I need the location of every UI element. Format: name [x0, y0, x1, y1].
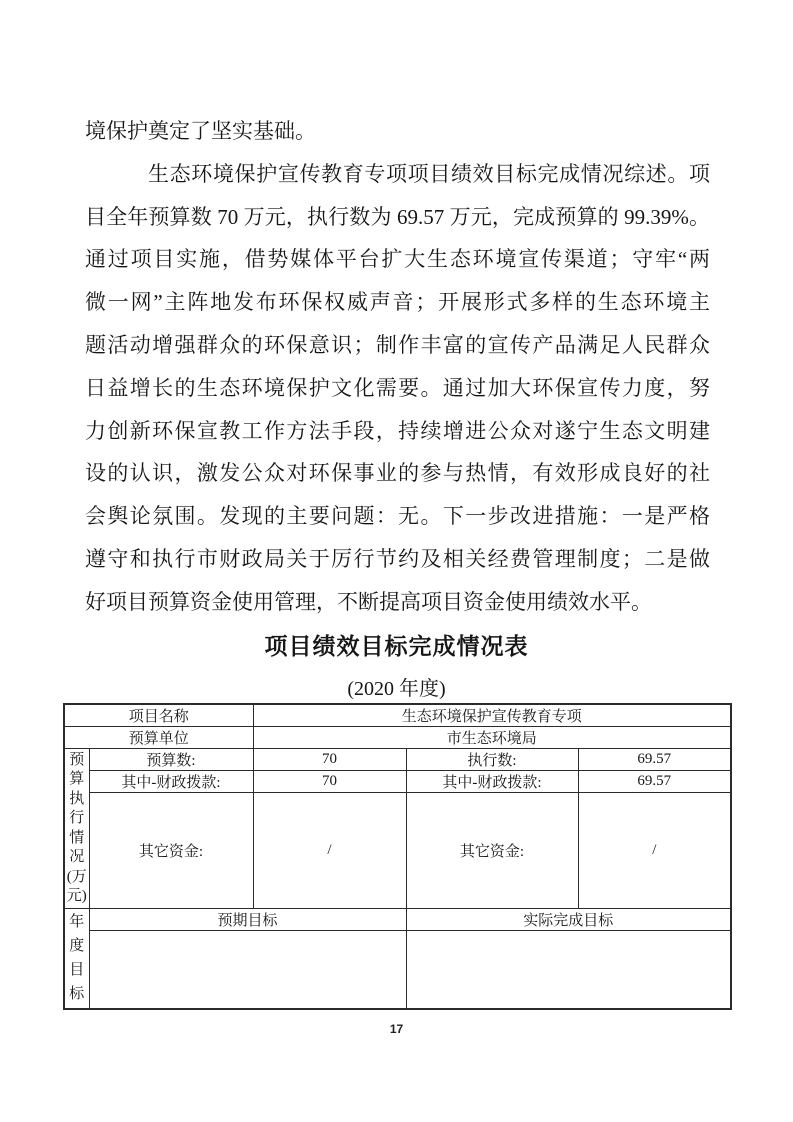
- text-line: 好项目预算资金使用管理，不断提高项目资金使用绩效水平。: [85, 589, 652, 614]
- body-text: [85, 110, 710, 624]
- text-line: 会舆论氛围。发现的主要问题：无。下一步改进措施：一是严格: [85, 504, 710, 529]
- budget-exec-vertical-label: 预 算 执 行 情 况 (万 元): [64, 749, 89, 909]
- project-name-label: 项目名称: [64, 704, 253, 727]
- actual-goal-value: [406, 931, 731, 1009]
- table-row-fiscal: [64, 771, 731, 793]
- table-row-goal-headers: [64, 909, 731, 931]
- text-line: 微一网”主阵地发布环保权威声音；开展形式多样的生态环境主: [85, 290, 710, 315]
- table-row-other-funds: [64, 793, 731, 909]
- expected-goal-header: 预期目标: [89, 909, 406, 931]
- budget-unit-value: 市生态环境局: [253, 727, 731, 749]
- budget-number-label: 预算数:: [89, 749, 253, 771]
- project-name-value: 生态环境保护宣传教育专项: [253, 704, 731, 727]
- table-row-goal-values: [64, 931, 731, 1009]
- fiscal-allocation-value-left: 70: [253, 771, 406, 793]
- text-line: 力创新环保宣教工作方法手段，持续增进公众对遂宁生态文明建: [85, 418, 710, 443]
- table-row-budget: [64, 749, 731, 771]
- table-title: 项目绩效目标完成情况表: [264, 634, 529, 659]
- text-line: 日益增长的生态环境保护文化需要。通过加大环保宣传力度，努: [85, 375, 710, 400]
- execution-number-value: 69.57: [578, 749, 731, 771]
- actual-goal-header: 实际完成目标: [406, 909, 731, 931]
- fiscal-allocation-label-right: 其中-财政拨款:: [406, 771, 578, 793]
- text-line: 目全年预算数 70 万元，执行数为 69.57 万元，完成预算的 99.39%。: [85, 204, 710, 229]
- text-line: 遵守和执行市财政局关于厉行节约及相关经费管理制度；二是做: [85, 546, 710, 571]
- budget-number-value: 70: [253, 749, 406, 771]
- text-line: 设的认识，激发公众对环保事业的参与热情，有效形成良好的社: [85, 461, 710, 486]
- performance-table: [63, 703, 732, 1010]
- expected-goal-value: [89, 931, 406, 1009]
- fiscal-allocation-value-right: 69.57: [578, 771, 731, 793]
- other-funds-label-left: 其它资金:: [89, 793, 253, 909]
- table-row-project-name: [64, 704, 731, 727]
- other-funds-label-right: 其它资金:: [406, 793, 578, 909]
- other-funds-value-left: /: [253, 793, 406, 909]
- table-subtitle: (2020 年度): [347, 678, 446, 700]
- page-number: 17: [389, 1022, 404, 1036]
- execution-number-label: 执行数:: [406, 749, 578, 771]
- table-row-budget-unit: [64, 727, 731, 749]
- text-line: 通过项目实施，借势媒体平台扩大生态环境宣传渠道；守牢“两: [85, 247, 710, 272]
- annual-goal-vertical-label: 年 度 目 标: [64, 909, 89, 1009]
- text-line: 题活动增强群众的环保意识；制作丰富的宣传产品满足人民群众: [85, 332, 710, 357]
- text-line: 境保护奠定了坚实基础。: [85, 119, 316, 143]
- other-funds-value-right: /: [578, 793, 731, 909]
- text-line: 生态环境保护宣传教育专项项目绩效目标完成情况综述。项: [148, 161, 710, 186]
- fiscal-allocation-label-left: 其中-财政拨款:: [89, 771, 253, 793]
- budget-unit-label: 预算单位: [64, 727, 253, 749]
